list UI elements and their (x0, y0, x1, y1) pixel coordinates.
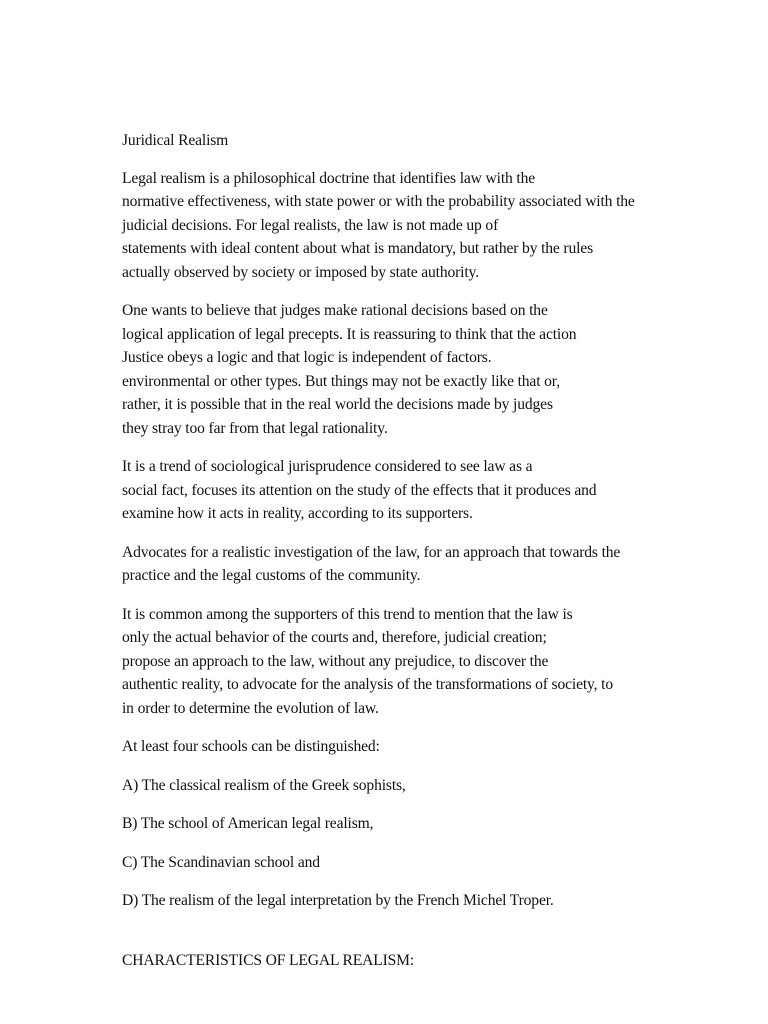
text-line: only the actual behavior of the courts and, therefore, judicial creation; (122, 629, 547, 646)
text-line: authentic reality, to advocate for the analysis of the transformations of society, to (122, 676, 613, 693)
text-line: judicial decisions. For legal realists, the law is not made up of (122, 216, 499, 234)
text-line: It is common among the supporters of this trend to mention that the law is (122, 605, 573, 623)
document-body (122, 129, 642, 972)
text-line: examine how it acts in reality, according to its supporters. (122, 505, 473, 522)
text-line: Advocates for a realistic investigation of the law, for an approach that towards the (122, 543, 621, 561)
text-line: At least four schools can be distinguished: (122, 738, 380, 755)
paragraph-3 (122, 455, 642, 526)
text-line: Legal realism is a philosophical doctrine that identifies law with the (122, 169, 536, 187)
paragraph-5 (122, 603, 642, 721)
paragraph-2 (122, 299, 642, 440)
section-heading: CHARACTERISTICS OF LEGAL REALISM: (122, 951, 415, 969)
text-line: propose an approach to the law, without any prejudice, to discover the (122, 652, 549, 670)
document-title: Juridical Realism (122, 132, 229, 149)
text-line: actually observed by society or imposed by state authority. (122, 263, 479, 281)
text-line: rather, it is possible that in the real world the decisions made by judges (122, 396, 553, 413)
text-line: environmental or other types. But things may not be exactly like that or, (122, 372, 560, 390)
text-line: practice and the legal customs of the community. (122, 567, 421, 584)
text-line: they stray too far from that legal rationality. (122, 419, 388, 437)
text-line: statements with ideal content about what is mandatory, but rather by the rules (122, 240, 593, 257)
text-line: Justice obeys a logic and that logic is independent of factors. (122, 349, 492, 366)
paragraph-4 (122, 541, 642, 588)
paragraph-6 (122, 735, 642, 759)
text-line: One wants to believe that judges make rational decisions based on the (122, 302, 548, 319)
text-line: in order to determine the evolution of law. (122, 699, 379, 717)
text-line: It is a trend of sociological jurisprudence considered to see law as a (122, 458, 533, 475)
school-item-c: C) The Scandinavian school and (122, 853, 320, 871)
school-item-a: A) The classical realism of the Greek sophists, (122, 776, 406, 794)
text-line: social fact, focuses its attention on the study of the effects that it produces and (122, 481, 597, 499)
paragraph-1 (122, 167, 642, 285)
school-item-d: D) The realism of the legal interpretation by the French Michel Troper. (122, 892, 554, 909)
text-line: normative effectiveness, with state power or with the probability associated with the (122, 193, 635, 210)
text-line: logical application of legal precepts. It is reassuring to think that the action (122, 325, 577, 343)
school-item-b: B) The school of American legal realism, (122, 815, 374, 832)
